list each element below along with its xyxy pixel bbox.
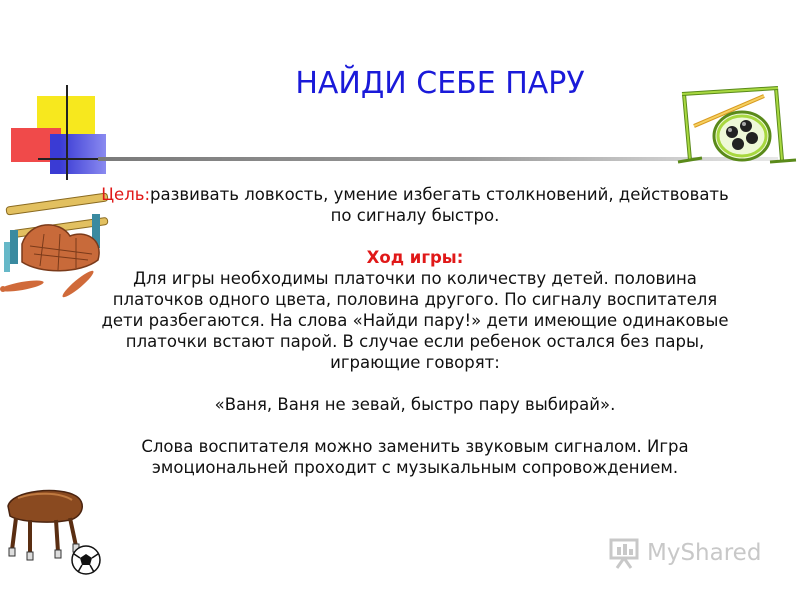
watermark (607, 536, 767, 572)
vaulting-horse-illustration (0, 476, 110, 596)
goal-paragraph (100, 184, 730, 226)
short-horizontal-rule (38, 158, 98, 160)
progress-heading (100, 247, 730, 268)
goal-text: развивать ловкость, умение избегать столкновений, действовать по сигналу быстро. (150, 185, 729, 225)
presentation-board-icon (607, 536, 643, 570)
goal-label: Цель: (101, 185, 151, 204)
progress-label: Ход игры: (366, 248, 464, 267)
gym-bench-illustration (0, 190, 110, 302)
watermark-text: MyShared (647, 540, 762, 566)
progress-paragraph: Для игры необходимы платочки по количеству детей. половина платочков одного цвета, половина другого. По сигналу воспитателя дети разбегаются. На слова «Найди пару!» дети имеющие одинаковые платочки встают парой. В случае если ребенок остался без пары, играющие говорят: (101, 269, 729, 372)
chant-line: «Ваня, Ваня не зевай, быстро пару выбирай». (214, 395, 616, 414)
slide-title: НАЙДИ СЕБЕ ПАРУ (295, 66, 585, 101)
closing-paragraph: Слова воспитателя можно заменить звуковым сигналом. Игра эмоциональней проходит с музыкальным сопровождением. (141, 437, 689, 477)
slide-body (100, 184, 730, 478)
hoop-illustration (672, 74, 798, 170)
vertical-rule (66, 85, 68, 180)
